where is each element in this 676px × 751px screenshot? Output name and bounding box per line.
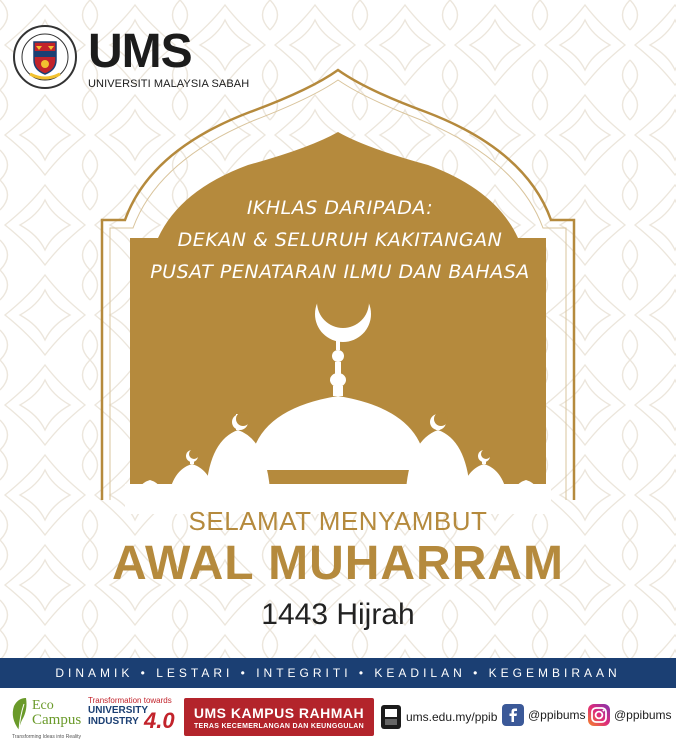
kampus-rahmah-banner	[184, 698, 374, 736]
facebook-link[interactable]	[502, 704, 586, 726]
dedication-line-1: IKHLAS DARIPADA:	[246, 197, 434, 219]
eco-campus-logo	[8, 694, 86, 746]
brand-name: UMS	[88, 25, 192, 78]
eco-word-1: Eco	[32, 698, 54, 713]
instagram-link[interactable]	[588, 704, 672, 726]
greeting-subtitle: SELAMAT MENYAMBUT	[188, 506, 488, 536]
brand-full-name: UNIVERSITI MALAYSIA SABAH	[88, 78, 250, 90]
ui40-line-2: INDUSTRY	[88, 716, 139, 727]
instagram-text: @ppibums	[614, 708, 672, 722]
facebook-icon	[502, 704, 524, 726]
ui40-line-1: UNIVERSITY	[88, 705, 149, 716]
kampus-title: UMS KAMPUS RAHMAH	[193, 704, 365, 721]
eco-word-2: Campus	[32, 712, 82, 728]
instagram-icon	[588, 704, 610, 726]
footer	[0, 688, 676, 751]
ppib-logo-icon	[380, 704, 402, 730]
greeting-title: AWAL MUHARRAM	[111, 537, 565, 590]
dedication-line-3: PUSAT PENATARAN ILMU DAN BAHASA	[150, 261, 530, 283]
website-link[interactable]	[380, 704, 497, 730]
dedication-line-2: DEKAN & SELURUH KAKITANGAN	[177, 229, 503, 251]
core-values-bar	[0, 658, 676, 688]
kampus-subtitle: TERAS KECEMERLANGAN DAN KEUNGGULAN	[193, 722, 365, 730]
facebook-text: @ppibums	[528, 708, 586, 722]
ui40-top-text: Transformation towards	[88, 696, 172, 705]
dedication-text	[140, 192, 540, 288]
university-industry-logo	[88, 696, 182, 744]
greeting-year: 1443 Hijrah	[261, 598, 415, 631]
eco-tagline: Transforming Ideas into Reality	[12, 734, 82, 740]
core-values-text: DINAMIK • LESTARI • INTEGRITI • KEADILAN • KEGEMBIRAAN	[55, 666, 621, 680]
ui40-number: 4.0	[144, 708, 175, 733]
eco-leaf-icon	[8, 696, 30, 732]
website-text: ums.edu.my/ppib	[406, 710, 498, 724]
